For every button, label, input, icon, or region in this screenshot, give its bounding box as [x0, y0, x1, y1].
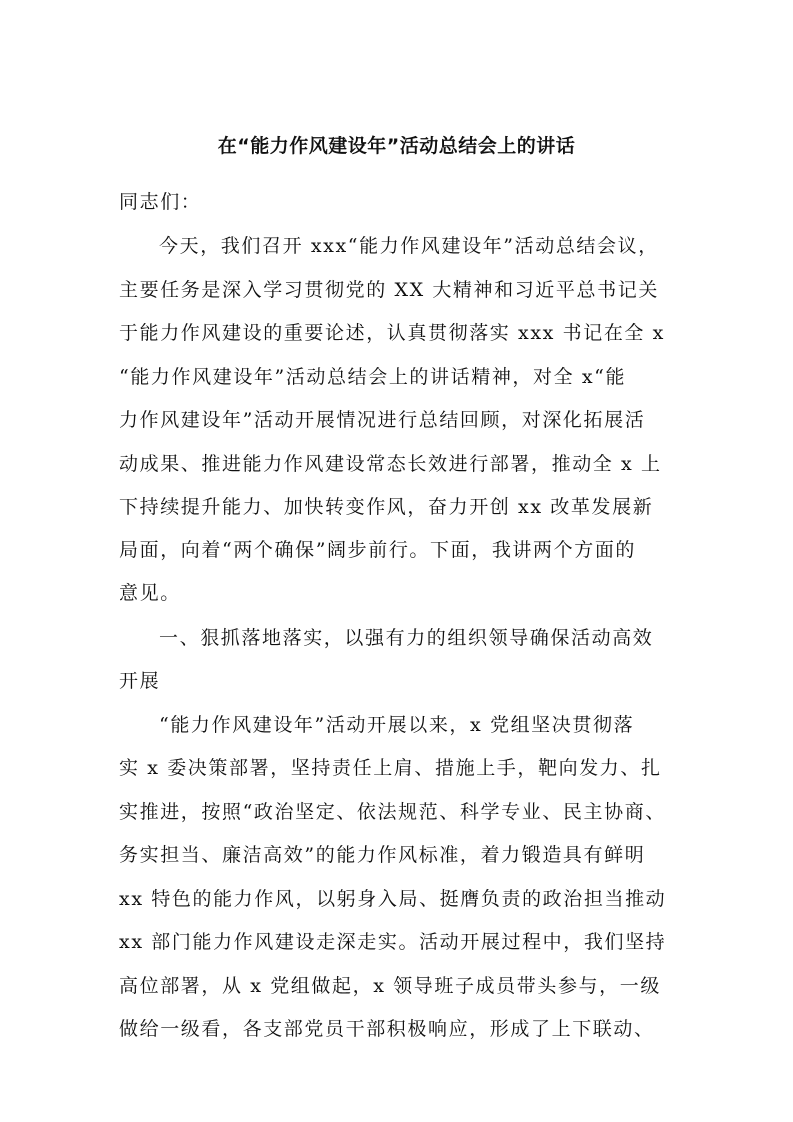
- salutation: 同志们：: [119, 191, 202, 213]
- paragraph-line: 实 x 委决策部署，坚持责任上肩、措施上手，靶向发力、扎: [119, 757, 662, 779]
- paragraph-line: 做给一级看，各支部党员干部积极响应，形成了上下联动、: [119, 1018, 655, 1040]
- paragraph-line: 高位部署，从 x 党组做起，x 领导班子成员带头参与，一级: [119, 975, 661, 997]
- section-heading-line: 开展: [119, 670, 161, 692]
- paragraph-line: 主要任务是深入学习贯彻党的 XX 大精神和习近平总书记关: [119, 279, 659, 301]
- paragraph-line: xx 部门能力作风建设走深走实。活动开展过程中，我们坚持: [119, 931, 667, 953]
- paragraph-line: 今天，我们召开 xxx“能力作风建设年”活动总结会议，: [159, 235, 659, 257]
- paragraph-line: 实推进，按照“政治坚定、依法规范、科学专业、民主协商、: [119, 801, 666, 823]
- paragraph-line: 力作风建设年”活动开展情况进行总结回顾，对深化拓展活: [119, 409, 646, 431]
- paragraph-line: 于能力作风建设的重要论述，认真贯彻落实 xxx 书记在全 x: [119, 322, 665, 344]
- paragraph-line: “能力作风建设年”活动开展以来，x 党组坚决贯彻落: [159, 714, 635, 736]
- paragraph-line: 务实担当、廉洁高效”的能力作风标准，着力锻造具有鲜明: [119, 844, 646, 866]
- paragraph-line: 下持续提升能力、加快转变作风，奋力开创 xx 改革发展新: [119, 496, 654, 518]
- paragraph-line: 局面，向着“两个确保”阔步前行。下面，我讲两个方面的: [119, 539, 637, 561]
- section-heading-line: 一、狠抓落地落实，以强有力的组织领导确保活动高效: [159, 627, 654, 649]
- paragraph-line: “能力作风建设年”活动总结会上的讲话精神，对全 x“能: [119, 366, 627, 388]
- paragraph-line: 动成果、推进能力作风建设常态长效进行部署，推动全 x 上: [119, 453, 662, 475]
- document-title: 在“能力作风建设年”活动总结会上的讲话: [217, 135, 576, 157]
- paragraph-line: 意见。: [119, 582, 181, 604]
- paragraph-line: xx 特色的能力作风，以躬身入局、挺膺负责的政治担当推动: [119, 888, 667, 910]
